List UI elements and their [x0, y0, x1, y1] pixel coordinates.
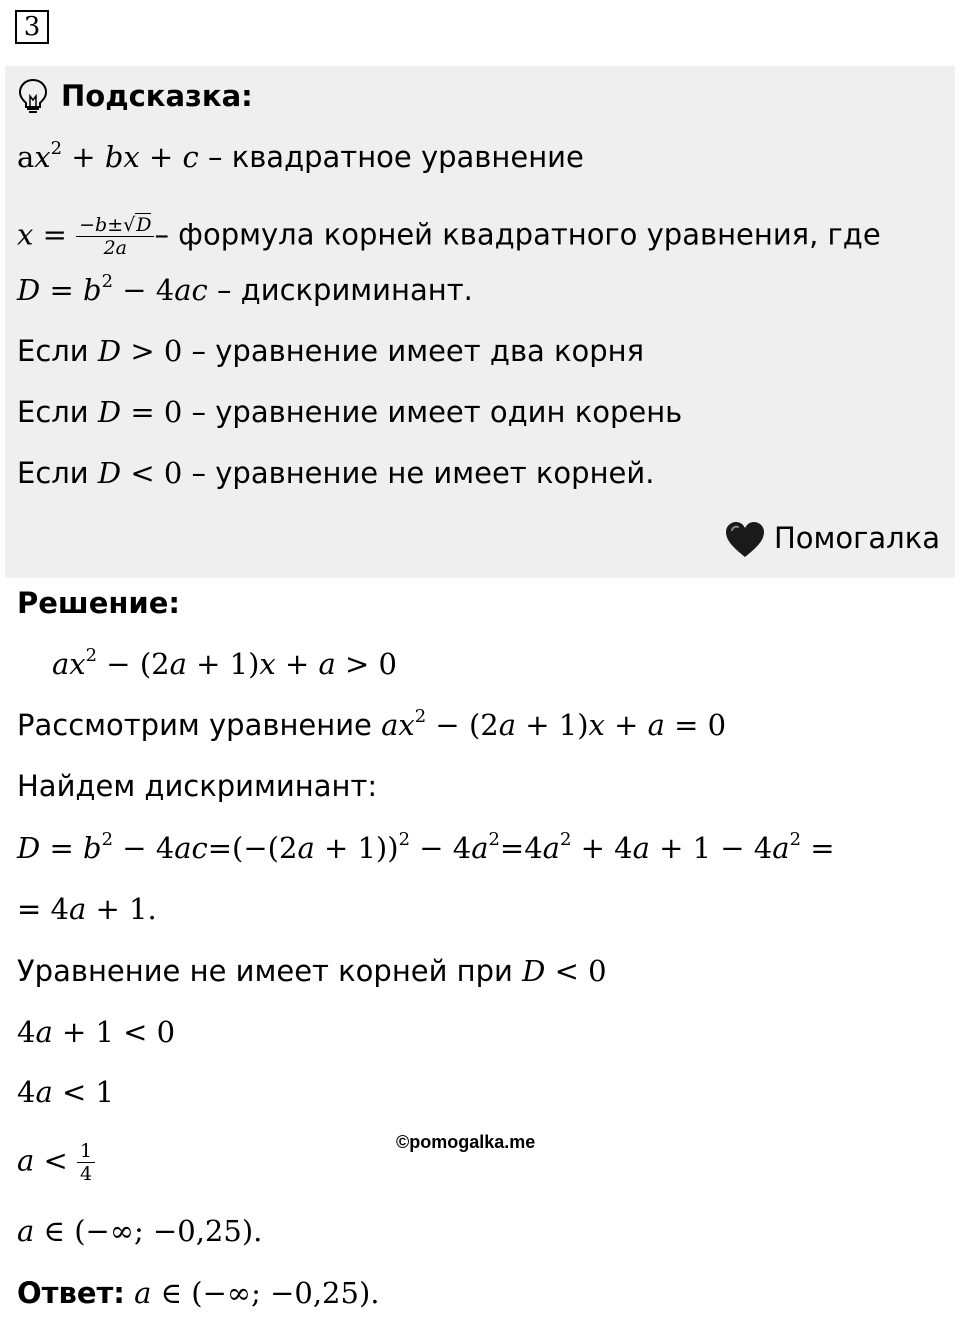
- step-2: 4a < 1: [17, 1075, 114, 1109]
- hint-case-positive: Если D > 0 – уравнение имеет два корня: [17, 334, 645, 368]
- hint-line3-text: – дискриминант.: [216, 273, 473, 307]
- discriminant-result: = 4a + 1.: [17, 892, 157, 926]
- lightbulb-icon: [17, 78, 49, 114]
- consider-equation: Рассмотрим уравнение $ax^2 - (2a + 1)x + a = 0$: [17, 705, 727, 742]
- hint-line1-text: – квадратное уравнение: [207, 140, 584, 174]
- watermark: ©pomogalka.me: [396, 1132, 536, 1152]
- answer-line: Ответ: a ∈ (−∞; −0,25).: [17, 1276, 380, 1310]
- task-number: 3: [15, 10, 49, 44]
- step-3: a < $\frac{1}{4}$: [17, 1140, 95, 1185]
- interval-result: a ∈ (−∞; −0,25).: [17, 1214, 263, 1248]
- discriminant-calc: $D = b^2 - 4ac=(-(2a + 1))^2 - 4a^2=4a^2 + 4a + 1 - 4a^2$ =: [17, 828, 835, 865]
- step-1: 4a + 1 < 0: [17, 1015, 176, 1049]
- hint-line-discriminant: $D = b^2 - 4ac$ – дискриминант.: [17, 270, 473, 307]
- heart-icon: [724, 521, 766, 559]
- quarter-fraction: $\frac{1}{4}$: [77, 1140, 95, 1185]
- hint-case-negative: Если D < 0 – уравнение не имеет корней.: [17, 456, 655, 490]
- find-discriminant: Найдем дискриминант:: [17, 769, 378, 803]
- roots-fraction: $\frac{-b\pm√D}{2a}$: [76, 214, 154, 259]
- hint-line-roots-formula: x = $\frac{-b\pm√D}{2a}$ – формула корней квадратного уравнения, где: [17, 214, 881, 259]
- solution-title: Решение:: [17, 586, 181, 620]
- hint-line-quadratic: $ax^2$ + bx + c – квадратное уравнение: [17, 137, 584, 174]
- hint-line2-text: – формула корней квадратного уравнения, где: [154, 217, 881, 252]
- brand-label: Помогалка: [724, 518, 940, 559]
- hint-title: Подсказка:: [61, 79, 253, 113]
- hint-case-zero: Если D = 0 – уравнение имеет один корень: [17, 395, 683, 429]
- inequality: $ax^2 - (2a + 1)x + a > 0$: [52, 644, 397, 681]
- no-roots-condition: Уравнение не имеет корней при D < 0: [17, 954, 607, 988]
- answer-label: Ответ:: [17, 1276, 125, 1310]
